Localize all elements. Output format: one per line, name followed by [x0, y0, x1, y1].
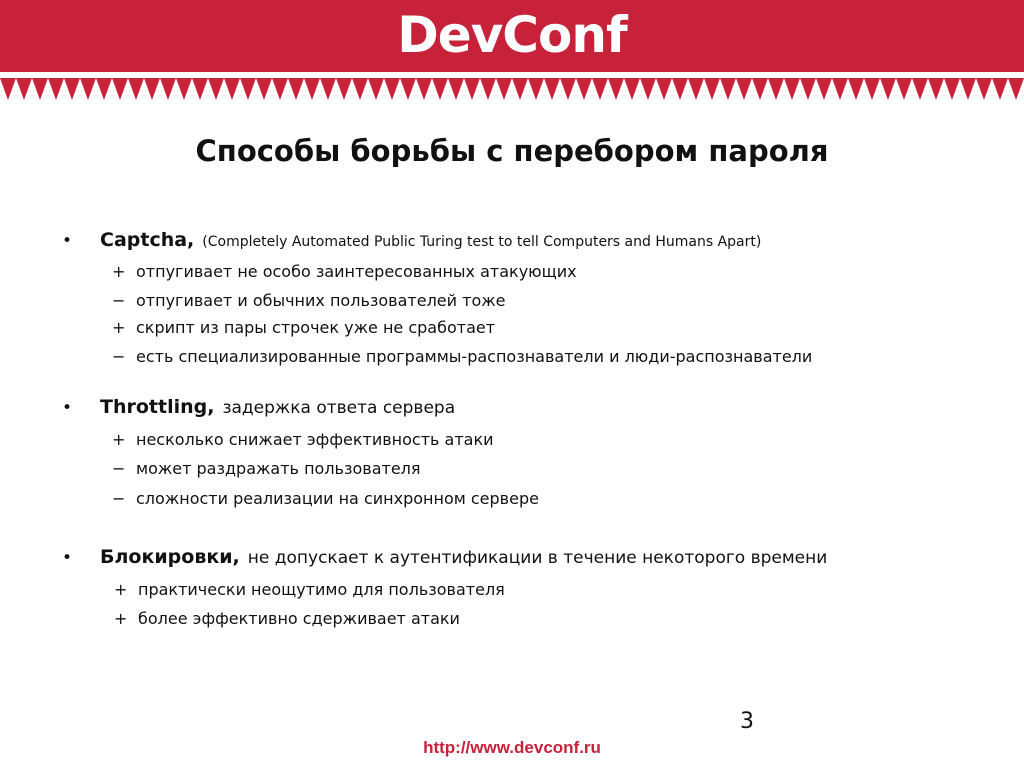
bullet-marker: •: [62, 231, 73, 251]
list-item-text: практически неощутимо для пользователя: [138, 580, 505, 599]
header-banner: [0, 0, 1024, 104]
bullet-captcha: [62, 228, 761, 254]
pro-sign: +: [114, 580, 128, 599]
bullet-description: задержка ответа сервера: [222, 398, 456, 418]
list-item: [112, 429, 494, 451]
devconf-logo: DevConf: [397, 6, 627, 64]
list-item: [112, 261, 577, 283]
footer-url[interactable]: http://www.devconf.ru: [423, 738, 601, 757]
bullet-marker: •: [62, 548, 73, 568]
pro-sign: +: [112, 262, 126, 281]
list-item: [112, 458, 421, 480]
bullet-marker: •: [62, 398, 73, 418]
list-item-text: несколько снижает эффективность атаки: [136, 430, 494, 449]
list-item-text: отпугивает не особо заинтересованных атакующих: [136, 262, 577, 281]
list-item: [112, 290, 506, 312]
bullet-blocking: [62, 545, 827, 570]
list-item-text: скрипт из пары строчек уже не сработает: [136, 318, 496, 337]
list-item: [114, 608, 460, 630]
bullet-term: Captcha,: [100, 229, 195, 251]
page-number: 3: [740, 709, 754, 734]
list-item-text: сложности реализации на синхронном сервере: [136, 489, 539, 508]
list-item: [112, 317, 495, 339]
list-item: [112, 488, 539, 510]
bullet-term: Блокировки,: [100, 546, 240, 568]
bullet-description: не допускает к аутентификации в течение некоторого времени: [247, 548, 828, 568]
bullet-throttling: [62, 395, 455, 420]
pro-sign: +: [114, 609, 128, 628]
pro-sign: +: [112, 430, 126, 449]
list-item: [112, 346, 812, 368]
list-item-text: отпугивает и обычних пользователей тоже: [136, 291, 506, 310]
bullet-description: (Completely Automated Public Turing test to tell Computers and Humans Apart): [202, 234, 762, 250]
con-sign: −: [112, 459, 126, 478]
con-sign: −: [112, 291, 126, 310]
pro-sign: +: [112, 318, 126, 337]
list-item-text: более эффективно сдерживает атаки: [138, 609, 460, 628]
list-item-text: может раздражать пользователя: [136, 459, 421, 478]
list-item: [114, 579, 505, 601]
con-sign: −: [112, 347, 126, 366]
page-title: Способы борьбы с перебором пароля: [195, 134, 829, 168]
con-sign: −: [112, 489, 126, 508]
bullet-term: Throttling,: [100, 396, 215, 418]
list-item-text: есть специализированные программы-распознаватели и люди-распознаватели: [136, 347, 813, 366]
